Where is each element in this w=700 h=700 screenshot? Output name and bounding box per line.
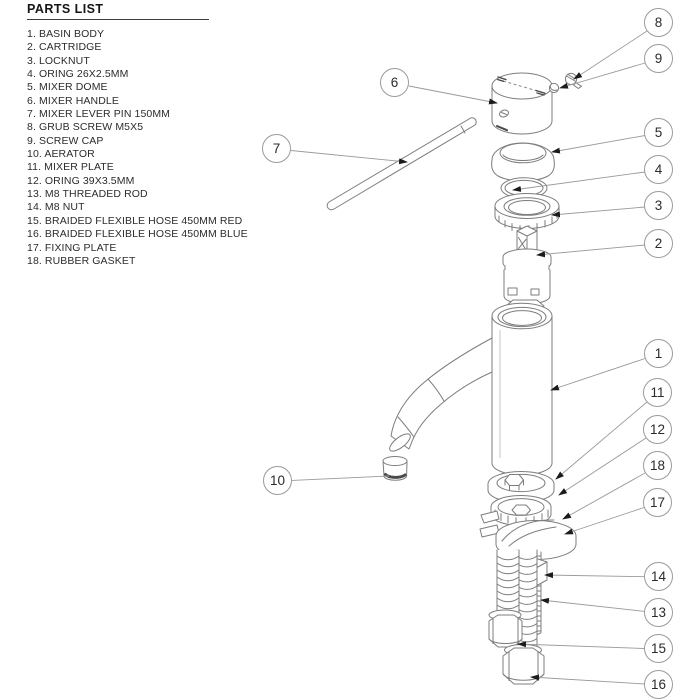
callout-label: 11	[650, 385, 665, 400]
hose-red-drawing	[489, 550, 522, 647]
parts-list-item: 18. RUBBER GASKET	[27, 254, 136, 267]
callout-balloon-13	[644, 598, 673, 627]
parts-list-item: 10. AERATOR	[27, 148, 95, 161]
callout-balloon-5	[644, 118, 673, 147]
callout-label: 13	[650, 605, 667, 620]
callout-balloon-18	[643, 451, 672, 480]
callout-label: 12	[649, 422, 666, 437]
callout-balloon-16	[644, 670, 673, 699]
callout-label: 10	[269, 473, 286, 488]
callout-label: 6	[390, 75, 399, 90]
callout-balloon-2	[644, 229, 673, 258]
parts-list-item: 8. GRUB SCREW M5X5	[27, 121, 144, 134]
callout-balloon-9	[644, 44, 673, 73]
parts-list-item: 14. M8 NUT	[27, 201, 85, 214]
parts-list-item: 11. MIXER PLATE	[27, 161, 114, 174]
parts-list-item: 17. FIXING PLATE	[27, 241, 117, 254]
callout-balloon-6	[380, 68, 409, 97]
callout-label: 8	[654, 15, 663, 30]
parts-list-item: 13. M8 THREADED ROD	[27, 188, 148, 201]
callout-label: 1	[654, 346, 663, 361]
mixer-dome-drawing	[492, 143, 555, 181]
parts-list-item: 15. BRAIDED FLEXIBLE HOSE 450MM RED	[27, 214, 243, 227]
spout-drawing	[387, 338, 492, 454]
callout-balloon-8	[644, 8, 673, 37]
screw-cap-drawing	[549, 83, 558, 92]
callout-label: 5	[654, 125, 663, 140]
callout-balloon-12	[643, 415, 672, 444]
callout-label: 9	[654, 51, 663, 66]
parts-list-item: 16. BRAIDED FLEXIBLE HOSE 450MM BLUE	[27, 228, 248, 241]
callout-balloon-7	[262, 134, 291, 163]
lever-pin-drawing	[327, 118, 476, 210]
callout-balloon-1	[644, 339, 673, 368]
callout-label: 4	[654, 162, 663, 177]
cartridge-drawing	[503, 226, 551, 304]
parts-list-item: 9. SCREW CAP	[27, 134, 104, 147]
aerator-drawing	[383, 457, 407, 481]
hose-blue-nut-drawing	[503, 645, 544, 685]
parts-list-title: PARTS LIST	[27, 2, 209, 20]
basin-body-drawing	[492, 300, 552, 475]
parts-list-item: 7. MIXER LEVER PIN 150MM	[27, 108, 171, 121]
parts-list-item: 1. BASIN BODY	[27, 28, 105, 40]
callout-label: 7	[272, 141, 281, 156]
callout-label: 17	[649, 495, 666, 510]
callout-balloon-11	[643, 378, 672, 407]
parts-list-item: 2. CARTRIDGE	[27, 41, 102, 54]
parts-list-item: 12. ORING 39X3.5MM	[27, 174, 135, 187]
callout-label: 2	[654, 236, 663, 251]
callout-balloon-10	[263, 466, 292, 495]
callout-label: 15	[650, 641, 667, 656]
parts-list-item: 5. MIXER DOME	[27, 81, 108, 94]
parts-list-item: 4. ORING 26X2.5MM	[27, 68, 129, 81]
callout-label: 3	[654, 198, 663, 213]
callout-balloon-15	[644, 634, 673, 663]
callout-label: 16	[650, 677, 667, 692]
parts-list-item: 6. MIXER HANDLE	[27, 94, 119, 107]
callout-balloon-4	[644, 155, 673, 184]
callout-balloon-17	[643, 488, 672, 517]
callout-balloon-14	[644, 562, 673, 591]
mixer-handle-drawing	[492, 73, 552, 134]
parts-list-item: 3. LOCKNUT	[27, 54, 90, 67]
callout-label: 14	[650, 569, 667, 584]
callout-balloon-3	[644, 191, 673, 220]
callout-label: 18	[649, 458, 666, 473]
